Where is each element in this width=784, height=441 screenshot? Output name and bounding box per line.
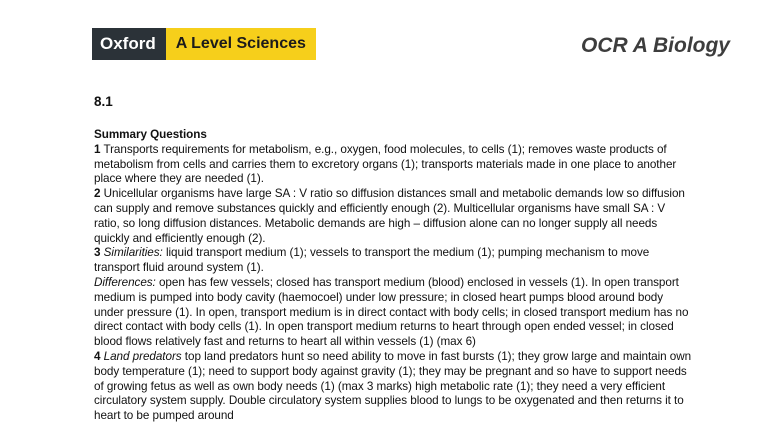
answer-number: 2	[94, 187, 101, 201]
brand-oxford: Oxford	[92, 28, 166, 60]
answer-4	[94, 350, 694, 424]
answer-2	[94, 187, 694, 246]
answer-number: 3	[94, 246, 101, 260]
answer-1	[94, 143, 694, 187]
answer-text: Unicellular organisms have large SA : V ratio so diffusion distances small and metabolic demands low so diffusion can supply and remove substances quickly and efficiently enough (2). Multicellular organisms have small SA : V ratio, so long diffusion distances. Metabolic demands are high – diffusion alone can no longer supply all needs quickly and efficiently enough (2).	[94, 187, 685, 245]
answer-text: Transports requirements for metabolism, e.g., oxygen, food molecules, to cells (1); removes waste products of metabolism from cells and carries them to excretory organs (1); transports materials made in one place to another place where they are needed (1).	[94, 142, 677, 186]
summary-content	[94, 128, 694, 424]
answer-number: 4	[94, 349, 101, 363]
answer-number: 1	[94, 142, 101, 156]
answer-text: liquid transport medium (1); vessels to transport the medium (1); pumping mechanism to move transport fluid around system (1).	[94, 246, 650, 275]
answer-label: Differences:	[94, 275, 156, 289]
answer-3-differences	[94, 276, 694, 350]
brand-series: A Level Sciences	[166, 28, 316, 60]
answer-3	[94, 246, 694, 276]
section-number: 8.1	[94, 94, 113, 109]
course-title: OCR A Biology	[581, 34, 730, 57]
summary-heading: Summary Questions	[94, 128, 207, 141]
answer-label: Similarities:	[103, 246, 163, 260]
answer-text: open has few vessels; closed has transport medium (blood) enclosed in vessels (1). In open transport medium is pumped into body cavity (haemocoel) under low pressure; in closed heart pumps blood around body under pressure (1). In open, transport medium is in direct contact with body cells; in closed transport medium has no direct contact with body cells (1). In open transport medium returns to heart through open ended vessel; in closed blood flows relatively fast and returns to heart all within vessels (1) (max 6)	[94, 275, 689, 349]
header-brand	[92, 28, 316, 60]
answer-label: Land predators	[103, 349, 182, 363]
answer-text: top land predators hunt so need ability to move in fast bursts (1); they grow large and maintain own body temperature (1); need to support body against gravity (1); they may be pregnant and so have to support needs of growing fetus as well as own body needs (1) (max 3 marks) high metabolic rate (1); they need a very efficient circulatory system supply. Double circulatory system supplies blood to lungs to be oxygenated and then returns it to heart to be pumped around	[94, 349, 692, 423]
